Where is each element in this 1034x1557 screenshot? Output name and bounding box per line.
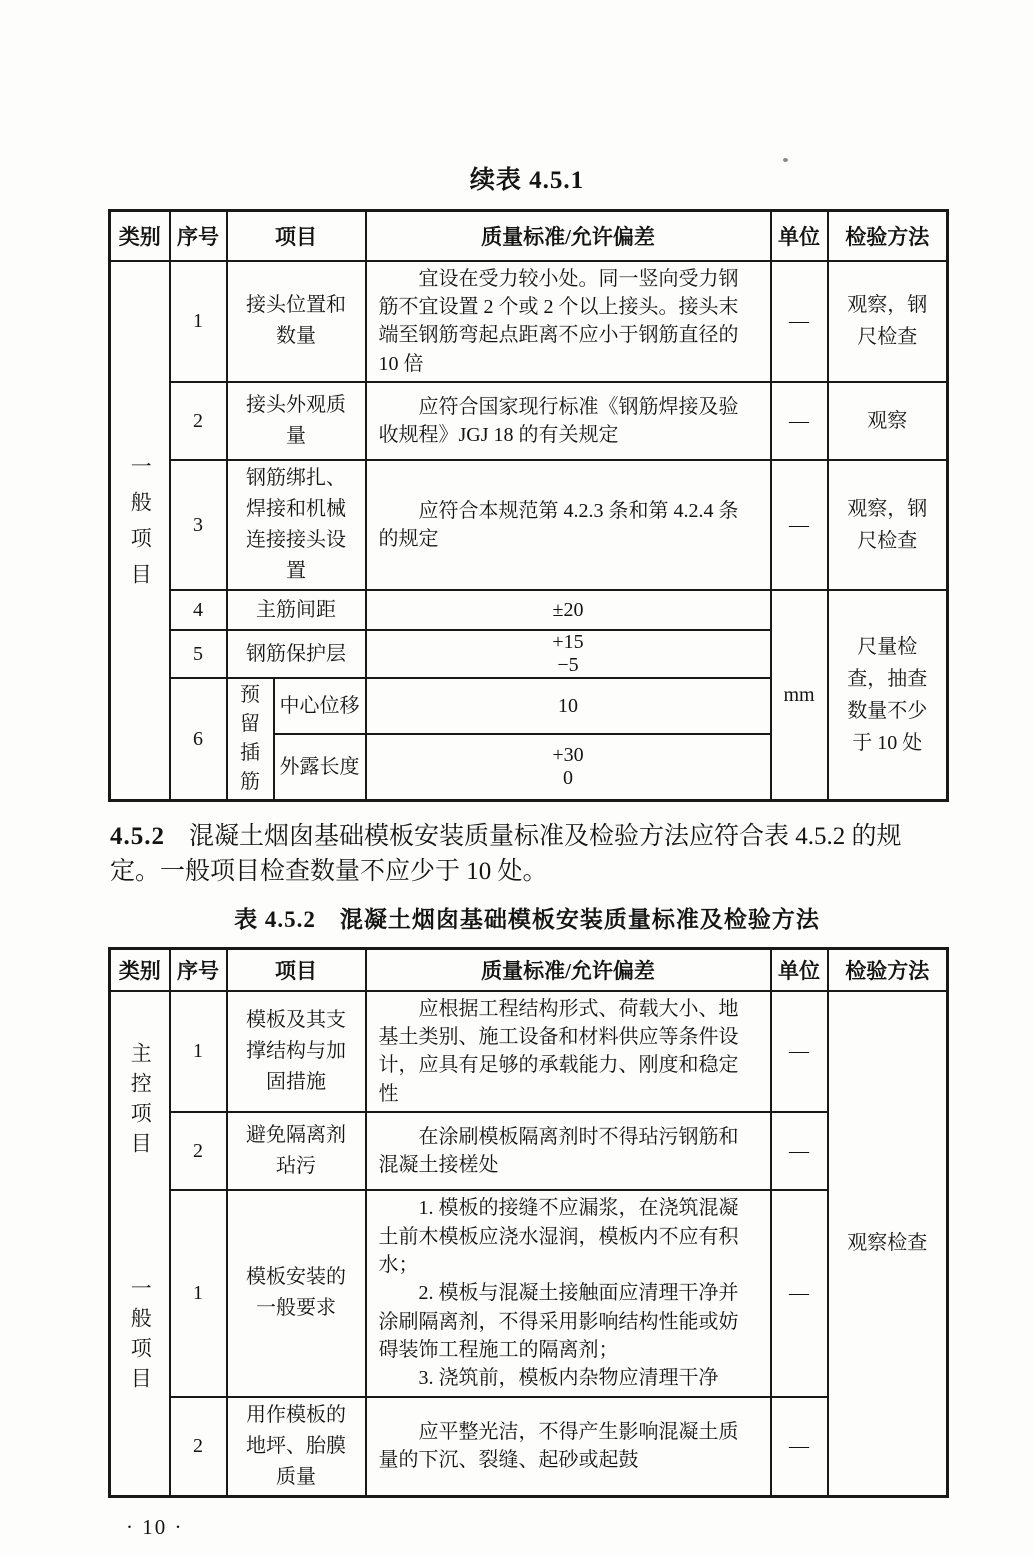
row-unit: — <box>771 261 828 383</box>
row-no: 1 <box>170 1190 227 1397</box>
page-content <box>108 0 946 1540</box>
row-item-group: 预留插筋 <box>227 678 274 801</box>
table-row <box>110 460 948 590</box>
deviation-minus: −5 <box>557 654 579 677</box>
merged-method-cell: 观察检查 <box>828 991 948 1497</box>
table2-header-row <box>110 949 948 991</box>
row-standard: 应根据工程结构形式、荷载大小、地基土类别、施工设备和材料供应等条件设计，应具有足够的承载能力、刚度和稳定性 <box>366 991 771 1113</box>
header-method: 检验方法 <box>828 949 948 991</box>
deviation-minus: 0 <box>563 767 573 790</box>
header-category: 类别 <box>110 211 170 261</box>
row-standard: 应平整光洁，不得产生影响混凝土质量的下沉、裂缝、起砂或起鼓 <box>366 1397 771 1497</box>
header-standard: 质量标准/允许偏差 <box>366 211 771 261</box>
merged-method-cell: 尺量检查，抽查数量不少于 10 处 <box>828 590 948 801</box>
row-item: 模板及其支撑结构与加固措施 <box>227 991 366 1113</box>
row-method: 观察，钢尺检查 <box>828 261 948 383</box>
row-standard <box>366 1190 771 1397</box>
row-unit: — <box>771 991 828 1113</box>
table-row <box>110 382 948 460</box>
category-group-main <box>111 1008 169 1196</box>
row-item: 用作模板的地坪、胎膜质量 <box>227 1397 366 1497</box>
row-standard: 宜设在受力较小处。同一竖向受力钢筋不宜设置 2 个或 2 个以上接头。接头末端至钢筋弯起点距离不应小于钢筋直径的 10 倍 <box>366 261 771 383</box>
row-standard: 10 <box>366 678 771 734</box>
row-method: 观察，钢尺检查 <box>828 460 948 590</box>
page-number: · 10 · <box>126 1514 184 1539</box>
row-no: 1 <box>170 261 227 383</box>
standard-item-3: 3. 浇筑前，模板内杂物应清理干净 <box>418 1367 719 1390</box>
header-category: 类别 <box>110 949 170 991</box>
header-no: 序号 <box>170 949 227 991</box>
row-item: 钢筋绑扎、焊接和机械连接接头设置 <box>227 460 366 590</box>
table-row <box>110 590 948 630</box>
table1-header-row <box>110 211 948 261</box>
row-no: 4 <box>170 590 227 630</box>
category-label: 一般项目 <box>128 455 153 600</box>
category-cell <box>110 991 170 1497</box>
row-no: 2 <box>170 382 227 460</box>
row-subitem: 外露长度 <box>274 734 366 800</box>
row-unit: — <box>771 460 828 590</box>
row-no: 1 <box>170 991 227 1113</box>
row-unit: — <box>771 1190 828 1397</box>
row-item: 接头位置和数量 <box>227 261 366 383</box>
header-unit: 单位 <box>771 949 828 991</box>
table-4-5-2 <box>108 947 949 1498</box>
table2-title: 表 4.5.2 混凝土烟囱基础模板安装质量标准及检验方法 <box>234 907 820 933</box>
category-label: 主控项目 <box>128 1042 153 1163</box>
row-method: 观察 <box>828 382 948 460</box>
row-subitem: 中心位移 <box>274 678 366 734</box>
row-unit: — <box>771 382 828 460</box>
table-4-5-1-continued <box>108 209 949 802</box>
table-row <box>110 261 948 383</box>
merged-unit-cell: mm <box>771 590 828 801</box>
row-standard: 在涂刷模板隔离剂时不得玷污钢筋和混凝土接槎处 <box>366 1112 771 1190</box>
header-unit: 单位 <box>771 211 828 261</box>
row-item: 钢筋保护层 <box>227 630 366 678</box>
table-row <box>110 1112 948 1190</box>
row-standard <box>366 630 771 678</box>
row-no: 5 <box>170 630 227 678</box>
deviation-plus: +15 <box>552 631 584 654</box>
row-no: 2 <box>170 1397 227 1497</box>
row-unit: — <box>771 1112 828 1190</box>
row-standard: ±20 <box>366 590 771 630</box>
table-row <box>110 1190 948 1397</box>
header-item: 项目 <box>227 211 366 261</box>
category-group-general <box>111 1196 169 1478</box>
standard-item-2: 2. 模板与混凝土接触面应清理干净并涂刷隔离剂，不得采用影响结构性能或妨碍装饰工程施工的隔离剂； <box>378 1282 739 1362</box>
row-standard: 应符合国家现行标准《钢筋焊接及验收规程》JGJ 18 的有关规定 <box>366 382 771 460</box>
row-item: 接头外观质量 <box>227 382 366 460</box>
clause-4-5-2 <box>110 819 946 889</box>
row-no: 3 <box>170 460 227 590</box>
header-standard: 质量标准/允许偏差 <box>366 949 771 991</box>
clause-number: 4.5.2 <box>110 823 165 851</box>
row-item: 主筋间距 <box>227 590 366 630</box>
deviation-plus: +30 <box>552 744 584 767</box>
row-item: 避免隔离剂玷污 <box>227 1112 366 1190</box>
category-cell <box>110 261 170 801</box>
row-no: 2 <box>170 1112 227 1190</box>
table1-title: 续表 4.5.1 <box>469 167 585 194</box>
row-standard: 应符合本规范第 4.2.3 条和第 4.2.4 条的规定 <box>366 460 771 590</box>
header-method: 检验方法 <box>828 211 948 261</box>
header-item: 项目 <box>227 949 366 991</box>
standard-item-1: 1. 模板的接缝不应漏浆，在浇筑混凝土前木模板应浇水湿润，模板内不应有积水； <box>378 1197 739 1276</box>
table-row <box>110 991 948 1113</box>
row-unit: — <box>771 1397 828 1497</box>
clause-text: 混凝土烟囱基础模板安装质量标准及检验方法应符合表 4.5.2 的规定。一般项目检查数量不应少于 10 处。 <box>110 823 902 886</box>
row-no: 6 <box>170 678 227 801</box>
header-no: 序号 <box>170 211 227 261</box>
category-groups <box>111 1008 169 1478</box>
category-label: 一般项目 <box>128 1277 153 1398</box>
row-item: 模板安装的一般要求 <box>227 1190 366 1397</box>
table-row <box>110 1397 948 1497</box>
row-standard <box>366 734 771 800</box>
